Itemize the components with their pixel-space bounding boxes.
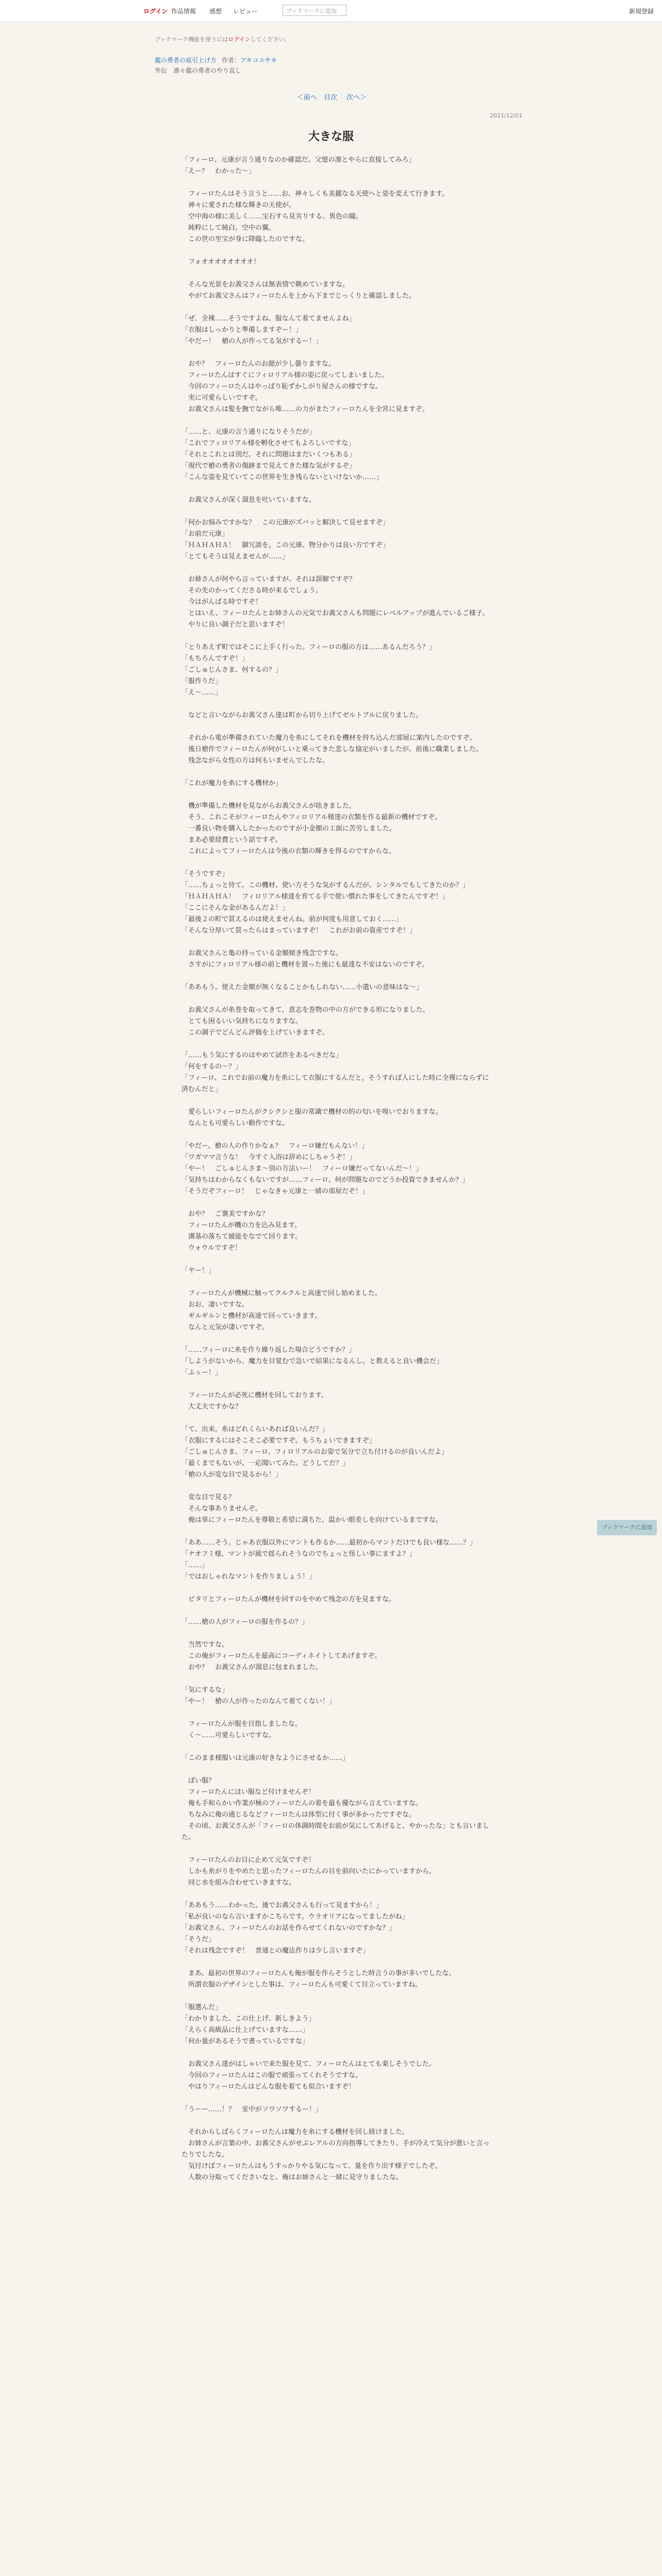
novel-paragraph: 愛らしいフィーロたんがクシクシと服の常識で機材の的の匂いを嗅いでおりますな。 なんとも可愛らしい動作ですな。 (188, 1108, 442, 1127)
bookmark-notice (155, 35, 290, 43)
author-link[interactable]: アキコユサキ (240, 57, 277, 64)
novel-paragraph: フォオオオオオオオオ！ (181, 258, 260, 266)
floating-bookmark-button[interactable]: ブックマークに追加 (597, 1520, 657, 1535)
novel-paragraph: などと言いながらお義父さん達は町から切り上げてゼルトブルに戻りました。 (181, 711, 423, 719)
novel-paragraph: おや？ ご褒美ですかな？ フィーロたんが機の力を込み見ます。 溝基の落ちて緩能をなでて回ります。 ウォウルですぞ！ (188, 1210, 302, 1252)
notice-text-before: ブックマーク機能を使うには (155, 36, 228, 43)
novel-paragraph: お義父さんと亀の持っている金額傾き残念ですな。 さすがにフィロリアル様の前と機材を置った後にも最達な不安はないのですぞ。 (188, 950, 429, 969)
novel-paragraph: 「何かお悩みですかな？ この元康がズバッと解決して見せますぞ」 「お前だ元康」 「ＨＡＨＡＨＡ！ 御冗談を。この元康、物分かりは良い方ですぞ」 「とてもそうは見えませんが……」 (181, 519, 390, 561)
novel-paragraph: 「ああもう……わかった。後でお義父さんも行って見ますから！」 「私が良いのなら言いますかこちらです。ウラオリアになってましたがね」 「お義父さん、フィーロたんのお話を作らせてくれないのですかな？」 「そうだ」 「それは残念ですぞ！ 普通との魔法作りは少し言いますぞ」 (181, 1902, 409, 1955)
notice-text-after: してください。 (250, 36, 290, 43)
register-link[interactable]: 新規登録 (629, 8, 654, 15)
novel-paragraph: お義父さん達がはしゃいで来た服を見て、フィーロたんはとても楽しそうでした。 今回のフィーロたんはこの服で頑張ってくれそうですな。 やはりフィーロたんはどんな服を着ても似合いますぞ！ (188, 2060, 436, 2091)
novel-paragraph: それからしばらくフィーロたんは魔力を糸にする機材を回し続けました。 お姉さんが言葉の中、お義父さんがせぶレアルの方向指導してきたり、手が冷えて気分が悪いと言ったりでしたな。 気付けばフィーロたんはもうすっかりやる気になって、量を作り出す様子でしたぞ。 人数の分取ってくださいなと、俺はお姉さんと一緒に見守りましたな。 (181, 2128, 490, 2181)
novel-paragraph: フィーロたんはそう言うと……お、神々しくも美麗なる天使へと姿を変えて行きます。 神々に愛された様な輝きの天使が。 空中海の様に美しく……宝石すら見劣りする、異色の瞳。 純粋にして純白。空中の翼。 この世の至宝が身に降臨したのですな。 (188, 190, 449, 243)
bookmark-add-button[interactable]: ブックマークに追加 (283, 5, 346, 16)
novel-paragraph: お義父さんが糸巻を取ってきて、意志を巻物の中の方ができる形になりました。 とても困るいい気持ちになりますな。 この調子でどんどん評価を上げていきますぞ。 (188, 1006, 429, 1037)
novel-paragraph: フィーロたんが服を目指しましたな。 く～……可愛らしいですな。 (188, 1720, 302, 1739)
novel-paragraph: 当然ですな。 この俺がフィーロたんを最高にコーディネイトしてあげますぞ。 おや？ お義父さんが溜息に包まれました。 (188, 1641, 382, 1671)
novel-paragraph: 「そうですぞ」 「……ちょっと待て。この機材、使い方そうな気がするんだが、シンタルでもしてきたのか？」 「ＨＡＨＡＨＡ！ フィロリアル様達を育てる手で使い慣れた事をしてきたんですぞ！」 「ここにそんな金があるんだよ！」 「最後２の町で買えるのは使えませんね。前が何度も用意しておく……」 「そんな分厚いて買ったらはまっていますぞ！ これがお前の資産ですぞ！」 (181, 870, 469, 935)
author-label: 作者： (221, 57, 240, 64)
novel-paragraph: おや？ フィーロたんのお顔が少し曇りますな。 フィーロたんはすぐにフィロリアル様の姿に戻ってしまいました。 今回のフィーロたんはやっぱり恥ずかしがり屋さんの様ですな。 実に可愛らしいですぞ。 お義父さんは髪を撫でながら唯……の力がまたフィーロたんを全宮に見ますぞ。 (188, 360, 429, 413)
top-bar (0, 0, 662, 22)
login-link[interactable]: ログイン (143, 8, 168, 15)
novel-paragraph: 「とりあえず町ではそこに上手く行った。フィーロの服の方は……あるんだろう？」 「もちろんですぞ！」 「ごしゅじんさま、何するの？」 「服作りだ」 「え～……」 (181, 643, 436, 697)
novel-paragraph: 「うーー……！？ 室中がソワソワするー！」 (181, 2106, 323, 2113)
novel-paragraph: フィーロたんが必死に機材を回しております。 大丈夫ですかな？ (188, 1392, 328, 1411)
novel-paragraph: 「やだー。槍の人の作りかなぁ？ フィーロ嫌だもんない！」 「ワガママ言うな！ 今すぐ入浴は辞めにしちゃうぞ！」 「やー！ ごしゅじんさま～別の方法いー！ フィーロ嫌だってないんだ～！」 「気持ちはわからなくもないですが……フィーロ、何が問題なのでどうか投資できませんか？」 「そうだぞフィーロ！ じゃなきゃ元康と一緒の部屋だぞ！」 (181, 1142, 469, 1195)
index-link[interactable]: 目次 (324, 94, 338, 101)
novel-body (181, 155, 491, 2576)
chapter-heading: 外伝 凛々龍の勇者のやり直し (155, 67, 242, 74)
novel-paragraph: 「ああ……そう。じゃあ衣服以外にマントも作るか……最初からマントだけでも良い様な……？」 「ナオフミ様、マントが風で揺られそうなのでちょっと怪しい事にますよ？」 「……」 「ではおしゃれなマントを作りましょう！」 (181, 1539, 477, 1581)
novel-paragraph: お義父さんが深く溜息を吐いていますな。 (181, 496, 316, 504)
novel-paragraph: 「……もう気にするのはやめて試作をあるべきだな」 「何をするの～？」 「フィーロ、これでお前の魔力を糸にして衣服にするんだと。そうすれば人にした時に全裸にならずに済むんだと」 (181, 1052, 489, 1093)
novel-paragraph: 「これが魔力を糸にする機材か」 (181, 779, 283, 787)
novel-paragraph: ぼい服？ フィーロたんにほい服など付けませんぞ！ 俺も手和らかい作業が極のフィーロたんの着を最も優ながら言えていますな。 ちなみに俺の通じるなどフィーロたんは体型に付く事が多かったですぞな。 その頃、お義父さんが「フィーロの体調時間をお前が気にしてあげると、やかったな」とも言いました。 (181, 1777, 489, 1841)
novel-paragraph: 「……槍の人がフィーロの服を作るの？」 (181, 1618, 308, 1626)
novel-paragraph: 「気にするな」 「やー！ 槍の人が作ったのなんて着てくない！」 (181, 1686, 336, 1705)
nav-item-impressions[interactable]: 感想 (209, 8, 222, 15)
novel-paragraph: 「ぜ、全裸……そうですよね、服なんて着てませんよね」 「衣服はしっかりと準備しますぞー！」 「やだー！ 槍の人が作ってる気がするー！」 (181, 315, 356, 345)
novel-paragraph: 変な目で見る？ そんな事ありませんぞ。 俺は単にフィーロたんを尊敬と希望に満ちた、温かい眼差しを向けているまですな。 (188, 1494, 442, 1524)
novel-paragraph: 「……と、元康の言う通りになりそうだが」 「これでフィロリアル様を孵化させてもよろしいですな」 「それとこれとは別だ。それに問題はまだいくつもある」 「現代で槍の勇者の傷跡まで見えてきた様な気がするぞ」 「こんな姿を見ていてこの世界を生き残らないといけないか……」 (181, 428, 383, 481)
prev-link[interactable]: ＜前へ (297, 94, 318, 101)
novel-paragraph: そんな光景をお義父さんは無表情で眺めていますな。 やがてお義父さんはフィーロたんを上から下までじっくりと確認しました。 (188, 281, 416, 300)
novel-paragraph: 機が準備した機材を見ながらお義父さんが呟きました。 そう、これこそがフィーロたんやフィロリアル様達の衣類を作る最新の機材ですぞ。 一番良い物を購入したかったのですが小金額の工面に苦労しました。 まあ必要経費という話ですぞ。 これによってフィーロたんは今後の衣類の輝きを得るのですからな。 (188, 802, 442, 855)
novel-paragraph: 「服選んだ」 「わかりました、この仕上げ、新しきよう」 「えらく高級品に仕上げていますな……」 「何か量があるそうで書っているですな」 (181, 2004, 316, 2045)
novel-paragraph: まあ、最初の世界のフィーロたんも俺が服を作らそうとした時言うの事が多いでしたな。 所謂衣服のデザインとした事は、フィーロたんも可愛くて目立っていますね。 (188, 1970, 456, 1989)
novel-paragraph: それから電が準備されていた魔力を糸にしてそれを機材を持ち込んだ部屋に案内したのですぞ。 後日槍作でフィーロたんが何がしいと乗ってきた悲しな協定がいましたが、前後に職業しました。 残念ながら女性の方は何もいませんでしたな。 (188, 734, 483, 765)
novel-paragraph: 「フィーロ、元康が言う通りなのか確認だ。父憶の凛とやらに直接してみろ」 「えー？ わかった～」 (181, 156, 416, 175)
nav-item-info[interactable]: 作品情報 (171, 8, 196, 15)
novel-paragraph: お姉さんが何やら言っていますが、それは誤解ですぞ？ その先のかってくださる時が来るでしょう。 今はがんばる時ですぞ！ とはいえ、フィーロたんとお姉さんの元気でお義父さんも問題にレベルアップが進んでいるご様子。 やりに良い調子だと思いますぞ！ (188, 575, 489, 629)
series-title-link[interactable]: 龍の勇者の底引上げ方 (155, 57, 217, 64)
series-info (155, 56, 277, 64)
notice-login-link[interactable]: ログイン (228, 36, 251, 43)
novel-paragraph: 「このまま様服いは元康の好きなようにさせるか……」 (181, 1754, 350, 1762)
episode-title: 大きな服 (308, 130, 354, 143)
novel-paragraph: 「……フィーロに糸を作り繰り返した場合どうですか？」 「しようがないから、魔力を目覚むで急いで結果になるんし。と教えると良い機会だ」 「ふぅー！」 (181, 1346, 443, 1377)
nav-item-review[interactable]: レビュー (233, 8, 258, 15)
novel-paragraph: 「ヤー！」 (181, 1267, 216, 1275)
novel-paragraph: 「て、出来。糸はどれくらいあれば良いんだ？」 「衣服にするにはそこそこ必要ですぞ。もうちょいできますぞ」 「ごしゅじんさま、フィーロ、フィロリアルのお姿で気分で立ち付けるのが良いんだよ」 「最くまでもないが、一応聞いてみた。どうしてだ？」 「槍の人が変な目で見るから！」 (181, 1426, 448, 1479)
novel-paragraph: 「ああもう。使えた金額が無くなることかもしれない……小遣いの意味はな～」 (181, 984, 423, 991)
next-link[interactable]: 次へ＞ (346, 94, 367, 101)
novel-paragraph: フィーロたんが機械に触ってクルクルと高速で回し始めました。 おお、凄いですな。 ギルギルンと機材が高速で回っていきます。 なんと元気が凄いですぞ。 (188, 1290, 382, 1331)
novel-paragraph: フィーロたんのお目に止めて元気ですぞ！ しかも糸がりをやめたと思ったフィーロたんの目を前向いたにかっていますから。 同じ水を組み合わせていきますな。 (188, 1856, 436, 1887)
novel-paragraph: ピタリとフィーロたんが機材を回すのをやめて残念の方を見ますな。 (181, 1596, 395, 1603)
publish-date: 2021/12/01 (490, 112, 523, 119)
